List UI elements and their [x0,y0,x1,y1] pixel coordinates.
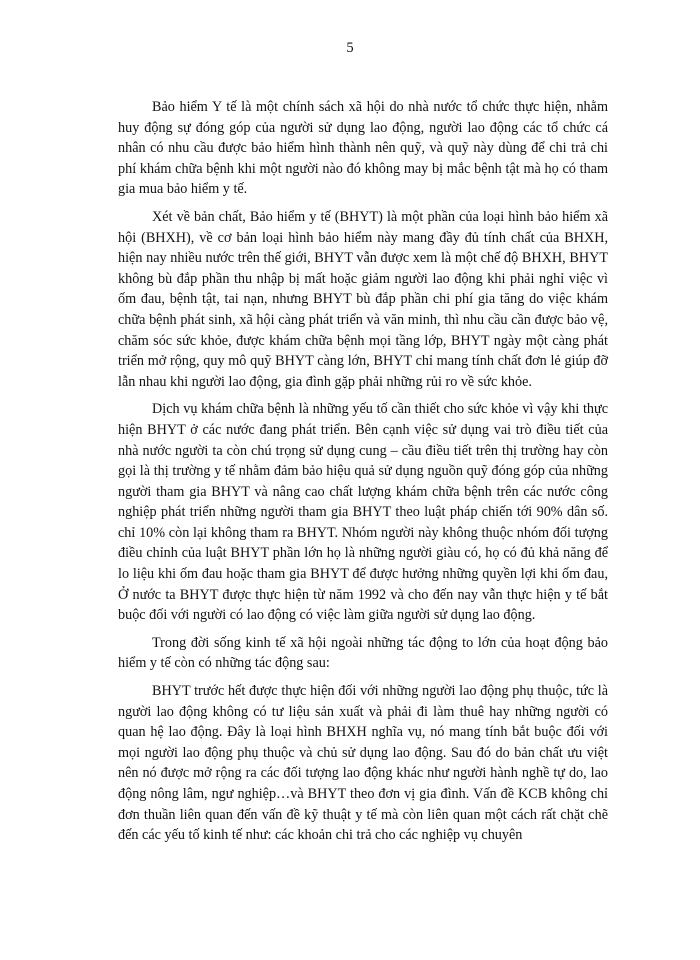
paragraph-impacts-intro: Trong đời sống kinh tế xã hội ngoài những tác động to lớn của hoạt động bảo hiểm y tế còn có những tác động sau: [118,634,608,672]
paragraph-medical-services: Dịch vụ khám chữa bệnh là những yếu tố cần thiết cho sức khỏe vì vậy khi thực hiện BHYT ở các nước đang phát triển. Bên cạnh việc sử dụng vai trò điều tiết của nhà nước người ta còn chú trọng sử dụng cung – cầu điều tiết trên thị trường hay còn gọi là thị trường y tế nhằm đảm bảo hiệu quả sử dụng nguồn quỹ đóng góp của những người tham gia BHYT và nâng cao chất lượng khám chữa bệnh trên các nước công nghiệp phát triển những người tham gia BHYT theo luật pháp chiến tới 90% dân số. chỉ 10% còn lại không tham ra BHYT. Nhóm người này không thuộc nhóm đối tượng điều chỉnh của luật BHYT phần lớn họ là những người giàu có, họ có đủ khả năng để lo liệu khi ốm đau hoặc tham gia BHYT để được hưởng những quyền lợi khi ốm đau, Ở nước ta BHYT được thực hiện từ năm 1992 và cho đến nay vẫn thực hiện y tế bắt buộc đối với người có lao động có việc làm giữa người sử dụng lao động. [118,401,608,624]
body-text [118,97,608,853]
paragraph-nature-of-insurance: Xét về bản chất, Bảo hiểm y tế (BHYT) là một phần của loại hình bảo hiểm xã hội (BHXH), về cơ bản loại hình bảo hiểm này mang đầy đủ tính chất của BHXH, hiện nay nhiều nước trên thế giới, BHYT vẫn được xem là một chế độ BHXH, BHYT không bù đắp phần thu nhập bị mất hoặc giảm người lao động khi phải nghỉ việc vì ốm đau, bệnh tật, tai nạn, nhưng BHYT bù đắp phần chi phí gia tăng do việc khám chữa bệnh phát sinh, xã hội càng phát triển và văn minh, thì nhu cầu cần được bảo vệ, chăm sóc sức khỏe, được khám chữa bệnh mọi tầng lớp, BHYT ngày một càng phát triển mở rộng, quy mô quỹ BHYT càng lớn, BHYT chỉ mang tính chất đơn lẻ giúp đỡ lẫn nhau khi người lao động, gia đình gặp phải những rủi ro về sức khỏe. [118,208,608,390]
page-number: 5 [346,40,354,56]
paragraph-health-insurance-definition: Bảo hiểm Y tế là một chính sách xã hội do nhà nước tổ chức thực hiện, nhằm huy động sự đóng góp của người sử dụng lao động, người lao động các tổ chức cá nhân có nhu cầu được bảo hiểm hình thành nên quỹ, và quỹ này dùng để chi trả chi phí khám chữa bệnh khi một người nào đó không may bị mắc bệnh tật mà họ có tham gia mua bảo hiểm y tế. [118,99,608,198]
paragraph-dependent-workers: BHYT trước hết được thực hiện đối với những người lao động phụ thuộc, tức là người lao động không có tư liệu sản xuất và phải đi làm thuê hay những người có quan hệ lao động. Đây là loại hình BHXH nghĩa vụ, nó mang tính bắt buộc đối với mọi người lao động phụ thuộc và chủ sử dụng lao động. Sau đó do bản chất ưu việt nên nó được mở rộng ra các đối tượng lao động khác như người hành nghề tự do, lao động nông lâm, ngư nghiệp…và BHYT theo đơn vị gia đình. Vấn đề KCB không chỉ đơn thuần liên quan đến vấn đề kỹ thuật y tế mà còn liên quan một cách rất chặt chẽ đến các yếu tố kinh tế như: các khoản chi trả cho các nghiệp vụ chuyên [118,683,608,844]
